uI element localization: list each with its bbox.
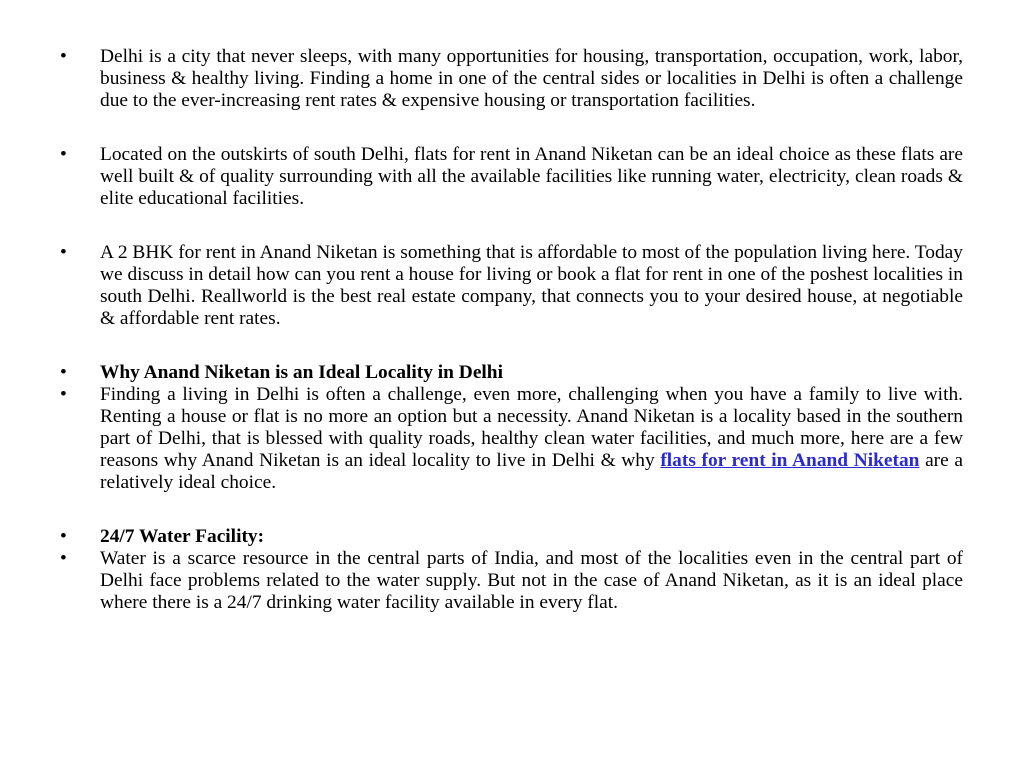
text-before-link: Finding a living in Delhi is often a challenge, even more, challenging when you have a family to live with. Renting a house or flat is no more an option but a necessity. Anand Niketan is a locality based in the southern part of Delhi, that is blessed with quality roads, healthy clean water facilities, and much more, here are a few reasons why Anand Niketan is an ideal locality to live in Delhi & why <box>100 384 963 471</box>
bullet-icon: • <box>60 384 67 405</box>
section-heading: Why Anand Niketan is an Ideal Locality in Delhi <box>100 362 503 383</box>
bullet-list <box>60 46 963 614</box>
bullet-text: A 2 BHK for rent in Anand Niketan is something that is affordable to most of the population living here. Today we discuss in detail how can you rent a house for living or book a flat for rent in one of the poshest localities in south Delhi. Reallworld is the best real estate company, that connects you to your desired house, at negotiable & affordable rent rates. <box>100 242 963 329</box>
bullet-item-heading-ideal-locality <box>60 362 963 384</box>
bullet-item-outskirts <box>60 144 963 210</box>
bullet-text: Delhi is a city that never sleeps, with many opportunities for housing, transportation, occupation, work, labor, business & healthy living. Finding a home in one of the central sides or localities in Delhi is often a challenge due to the ever-increasing rent rates & expensive housing or transportation facilities. <box>100 46 963 111</box>
bullet-text: Water is a scarce resource in the central parts of India, and most of the localities even in the central part of Delhi face problems related to the water supply. But not in the case of Anand Niketan, as it is an ideal place where there is a 24/7 drinking water facility available in every flat. <box>100 548 963 613</box>
flats-for-rent-link[interactable]: flats for rent in Anand Niketan <box>660 450 920 471</box>
bullet-item-water-text <box>60 548 963 614</box>
bullet-item-2bhk <box>60 242 963 330</box>
bullet-item-delhi-intro <box>60 46 963 112</box>
bullet-icon: • <box>60 242 67 263</box>
bullet-icon: • <box>60 362 67 383</box>
bullet-icon: • <box>60 548 67 569</box>
bullet-icon: • <box>60 46 67 67</box>
section-heading: 24/7 Water Facility: <box>100 526 265 547</box>
slide-content <box>60 46 963 614</box>
bullet-text: Located on the outskirts of south Delhi, flats for rent in Anand Niketan can be an ideal choice as these flats are well built & of quality surrounding with all the available facilities like running water, electricity, clean roads & elite educational facilities. <box>100 144 963 209</box>
bullet-item-finding-living <box>60 384 963 494</box>
bullet-icon: • <box>60 144 67 165</box>
bullet-text <box>100 384 963 493</box>
bullet-icon: • <box>60 526 67 547</box>
bullet-item-heading-water <box>60 526 963 548</box>
text-after-link: are a relatively ideal choice. <box>100 450 963 493</box>
